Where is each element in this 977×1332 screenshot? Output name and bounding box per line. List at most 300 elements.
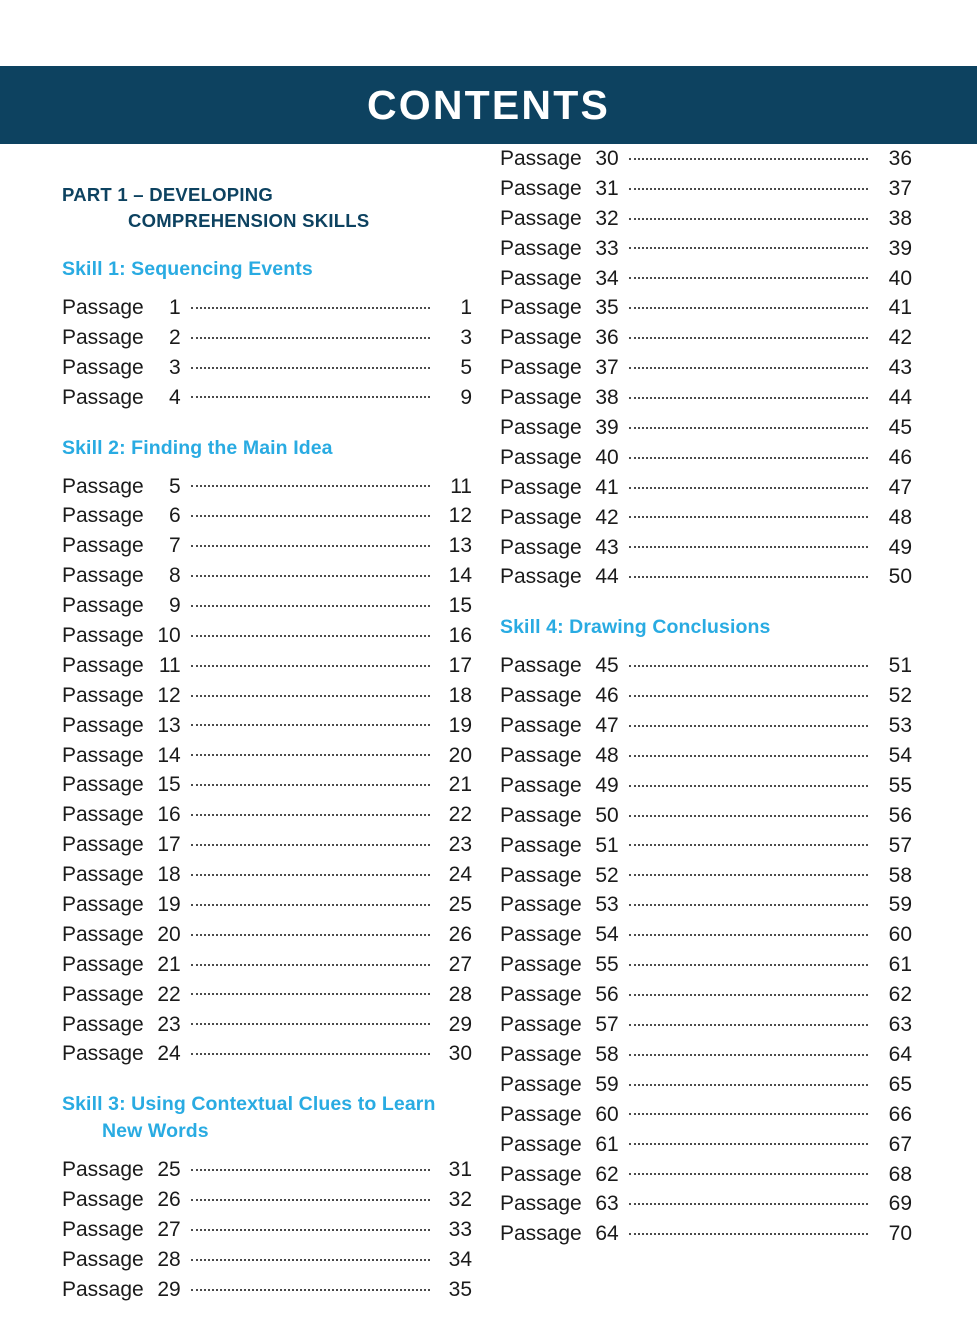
toc-entry[interactable]	[62, 741, 472, 771]
toc-entry[interactable]	[62, 1155, 472, 1185]
toc-entry[interactable]	[62, 830, 472, 860]
toc-page-number: 55	[888, 773, 912, 797]
toc-page-number: 12	[448, 504, 472, 528]
toc-entry[interactable]	[62, 860, 472, 890]
toc-page-number: 16	[448, 624, 472, 648]
toc-entry[interactable]	[500, 1160, 912, 1190]
toc-entry-label: Passage	[500, 923, 582, 947]
toc-dot-leader	[191, 621, 430, 642]
toc-entry-number: 28	[157, 1248, 181, 1272]
toc-entry-number: 52	[595, 863, 619, 887]
toc-entry-label: Passage	[500, 1132, 582, 1156]
toc-page-number: 50	[888, 565, 912, 589]
toc-entry[interactable]	[500, 771, 912, 801]
toc-entry-number: 6	[169, 504, 181, 528]
toc-page-number: 61	[888, 953, 912, 977]
toc-dot-leader	[191, 1245, 430, 1266]
toc-page-number: 53	[888, 714, 912, 738]
toc-entry[interactable]	[500, 174, 912, 204]
toc-entry-label: Passage	[500, 1192, 582, 1216]
toc-entry-number: 4	[169, 385, 181, 409]
toc-entry[interactable]	[500, 681, 912, 711]
toc-entry-number: 61	[595, 1132, 619, 1156]
toc-entry-label: Passage	[62, 952, 144, 976]
toc-entry[interactable]	[500, 1130, 912, 1160]
toc-entry[interactable]	[500, 234, 912, 264]
toc-entry-label: Passage	[500, 386, 582, 410]
toc-entry-number: 38	[595, 386, 619, 410]
toc-entry-number: 3	[169, 355, 181, 379]
toc-entry-number: 40	[595, 445, 619, 469]
toc-page-number: 65	[888, 1072, 912, 1096]
toc-page-number: 22	[448, 803, 472, 827]
toc-dot-leader	[191, 980, 430, 1001]
toc-dot-leader	[191, 1215, 430, 1236]
toc-entry[interactable]	[500, 920, 912, 950]
toc-dot-leader	[191, 383, 430, 404]
toc-entry-number: 54	[595, 923, 619, 947]
toc-entry-number: 18	[157, 863, 181, 887]
toc-dot-leader	[629, 1070, 868, 1091]
toc-dot-leader	[629, 681, 868, 702]
toc-entry[interactable]	[500, 711, 912, 741]
toc-page-number: 48	[888, 505, 912, 529]
toc-entry-label: Passage	[500, 356, 582, 380]
skill-heading-line-2: New Words	[102, 1120, 209, 1143]
toc-entry-label: Passage	[500, 744, 582, 768]
toc-entry-number: 37	[595, 356, 619, 380]
toc-entry-label: Passage	[500, 416, 582, 440]
toc-entry-label: Passage	[500, 1072, 582, 1096]
toc-entry-number: 42	[595, 505, 619, 529]
toc-entry[interactable]	[500, 890, 912, 920]
toc-entry[interactable]	[500, 831, 912, 861]
toc-page-number: 33	[448, 1218, 472, 1242]
toc-dot-leader	[629, 890, 868, 911]
toc-page-number: 14	[448, 564, 472, 588]
toc-entry-number: 20	[157, 922, 181, 946]
toc-entry-label: Passage	[62, 863, 144, 887]
toc-dot-leader	[629, 741, 868, 762]
toc-entry-number: 5	[169, 474, 181, 498]
toc-dot-leader	[191, 591, 430, 612]
toc-dot-leader	[629, 1040, 868, 1061]
toc-dot-leader	[629, 353, 868, 374]
toc-entry-label: Passage	[500, 983, 582, 1007]
toc-entry-label: Passage	[62, 1188, 144, 1212]
toc-dot-leader	[629, 264, 868, 285]
toc-entry-number: 19	[157, 893, 181, 917]
toc-page-number: 1	[460, 296, 472, 319]
skill-heading-line-1: Skill 2: Finding the Main Idea	[62, 436, 333, 459]
toc-dot-leader	[191, 1275, 430, 1296]
left-column-sections	[62, 256, 472, 1305]
toc-entry-label: Passage	[62, 534, 144, 558]
toc-entry-number: 2	[169, 325, 181, 349]
toc-entry[interactable]	[62, 1039, 472, 1069]
toc-entry-number: 21	[157, 952, 181, 976]
toc-entry-label: Passage	[62, 982, 144, 1006]
toc-page-number: 23	[448, 833, 472, 857]
toc-entry-number: 27	[157, 1218, 181, 1242]
skill-heading-line-1: Skill 3: Using Contextual Clues to Learn	[62, 1093, 436, 1116]
toc-dot-leader	[191, 472, 430, 493]
toc-entry-number: 56	[595, 983, 619, 1007]
toc-page-number: 32	[448, 1188, 472, 1212]
toc-entry-label: Passage	[62, 803, 144, 827]
toc-dot-leader	[629, 144, 868, 165]
toc-entry-number: 64	[595, 1222, 619, 1246]
toc-page-number: 28	[448, 982, 472, 1006]
toc-entry[interactable]	[62, 472, 472, 502]
toc-entry[interactable]	[500, 861, 912, 891]
toc-entry-number: 1	[169, 296, 181, 319]
toc-page-number: 17	[448, 653, 472, 677]
part-heading-line-2: COMPREHENSION SKILLS	[128, 210, 370, 231]
right-column-sections	[500, 144, 912, 1249]
toc-entry[interactable]	[500, 144, 912, 174]
toc-entry[interactable]	[500, 323, 912, 353]
toc-dot-leader	[191, 1010, 430, 1031]
contents-body	[0, 144, 977, 1332]
toc-entry-label: Passage	[62, 1012, 144, 1036]
toc-entry[interactable]	[62, 681, 472, 711]
toc-page-number: 42	[888, 326, 912, 350]
toc-entry[interactable]	[500, 562, 912, 592]
toc-entry-label: Passage	[62, 1158, 144, 1182]
toc-entry-number: 12	[157, 683, 181, 707]
toc-page-number: 58	[888, 863, 912, 887]
toc-entry-number: 25	[157, 1158, 181, 1182]
toc-page-number: 46	[888, 445, 912, 469]
toc-entry-label: Passage	[500, 147, 582, 170]
toc-entry[interactable]	[62, 323, 472, 353]
toc-dot-leader	[191, 1185, 430, 1206]
toc-entry-number: 22	[157, 982, 181, 1006]
toc-entry-label: Passage	[62, 922, 144, 946]
toc-page-number: 59	[888, 893, 912, 917]
toc-entry-label: Passage	[62, 1277, 144, 1301]
toc-page-number: 44	[888, 386, 912, 410]
toc-entry-label: Passage	[500, 296, 582, 320]
toc-entry-number: 44	[595, 565, 619, 589]
toc-entry-label: Passage	[62, 325, 144, 349]
toc-entry-list	[62, 293, 472, 413]
toc-entry[interactable]	[62, 501, 472, 531]
toc-entry[interactable]	[500, 980, 912, 1010]
toc-entry-number: 15	[157, 773, 181, 797]
toc-entry-number: 36	[595, 326, 619, 350]
toc-entry-number: 58	[595, 1042, 619, 1066]
toc-entry[interactable]	[500, 264, 912, 294]
toc-dot-leader	[629, 920, 868, 941]
toc-page-number: 63	[888, 1013, 912, 1037]
toc-entry-label: Passage	[62, 833, 144, 857]
toc-page-number: 67	[888, 1132, 912, 1156]
toc-page-number: 30	[448, 1042, 472, 1066]
toc-entry[interactable]	[62, 383, 472, 413]
toc-dot-leader	[191, 561, 430, 582]
toc-entry[interactable]	[62, 1215, 472, 1245]
toc-page-number: 37	[888, 176, 912, 200]
toc-dot-leader	[629, 1100, 868, 1121]
toc-page-number: 45	[888, 416, 912, 440]
toc-entry[interactable]	[500, 383, 912, 413]
toc-entry-number: 55	[595, 953, 619, 977]
toc-entry[interactable]	[500, 1189, 912, 1219]
toc-dot-leader	[191, 920, 430, 941]
toc-dot-leader	[629, 651, 868, 672]
toc-entry[interactable]	[62, 950, 472, 980]
skill-heading	[62, 256, 472, 283]
toc-page-number: 40	[888, 266, 912, 290]
toc-page-number: 47	[888, 475, 912, 499]
part-heading-line-1: PART 1 – DEVELOPING	[62, 184, 274, 205]
skill-heading	[500, 614, 912, 641]
toc-entry[interactable]	[500, 503, 912, 533]
toc-page-number: 25	[448, 893, 472, 917]
toc-dot-leader	[629, 1189, 868, 1210]
toc-entry-label: Passage	[500, 176, 582, 200]
toc-dot-leader	[629, 1130, 868, 1151]
toc-page-number: 51	[888, 654, 912, 678]
toc-entry-label: Passage	[500, 833, 582, 857]
toc-entry-number: 49	[595, 773, 619, 797]
toc-entry[interactable]	[62, 1275, 472, 1305]
toc-entry-label: Passage	[62, 504, 144, 528]
toc-dot-leader	[629, 293, 868, 314]
toc-entry-label: Passage	[62, 296, 144, 319]
toc-dot-leader	[629, 503, 868, 524]
toc-page-number: 35	[448, 1277, 472, 1301]
toc-dot-leader	[191, 770, 430, 791]
toc-entry-label: Passage	[62, 773, 144, 797]
toc-entry[interactable]	[62, 1185, 472, 1215]
toc-entry-number: 35	[595, 296, 619, 320]
toc-dot-leader	[191, 950, 430, 971]
contents-header-band	[0, 66, 977, 144]
toc-entry-label: Passage	[500, 505, 582, 529]
toc-entry[interactable]	[62, 711, 472, 741]
toc-page-number: 38	[888, 206, 912, 230]
toc-entry[interactable]	[500, 353, 912, 383]
toc-entry[interactable]	[62, 531, 472, 561]
toc-page-number: 27	[448, 952, 472, 976]
toc-page-number: 20	[448, 743, 472, 767]
toc-page-number: 24	[448, 863, 472, 887]
toc-entry[interactable]	[500, 651, 912, 681]
toc-entry-number: 26	[157, 1188, 181, 1212]
toc-page-number: 62	[888, 983, 912, 1007]
toc-dot-leader	[191, 800, 430, 821]
toc-entry-number: 41	[595, 475, 619, 499]
toc-entry-number: 31	[595, 176, 619, 200]
toc-dot-leader	[191, 860, 430, 881]
toc-entry[interactable]	[500, 1100, 912, 1130]
toc-page-number: 29	[448, 1012, 472, 1036]
toc-page-number: 13	[448, 534, 472, 558]
toc-dot-leader	[629, 711, 868, 732]
toc-entry[interactable]	[500, 413, 912, 443]
toc-entry[interactable]	[62, 770, 472, 800]
toc-entry-label: Passage	[500, 863, 582, 887]
toc-entry-label: Passage	[500, 236, 582, 260]
toc-entry-list	[500, 651, 912, 1249]
toc-dot-leader	[191, 531, 430, 552]
toc-page-number: 11	[450, 474, 472, 498]
toc-entry-number: 29	[157, 1277, 181, 1301]
toc-entry[interactable]	[62, 561, 472, 591]
toc-entry-label: Passage	[500, 326, 582, 350]
toc-entry-label: Passage	[62, 683, 144, 707]
toc-page-number: 18	[448, 683, 472, 707]
toc-entry-label: Passage	[500, 1013, 582, 1037]
toc-entry-label: Passage	[62, 713, 144, 737]
toc-entry-label: Passage	[62, 355, 144, 379]
toc-entry-list	[62, 1155, 472, 1304]
toc-dot-leader	[191, 830, 430, 851]
toc-entry-number: 32	[595, 206, 619, 230]
toc-page-number: 52	[888, 684, 912, 708]
toc-page-number: 70	[888, 1222, 912, 1246]
toc-dot-leader	[629, 801, 868, 822]
toc-entry-label: Passage	[62, 893, 144, 917]
toc-entry-number: 14	[157, 743, 181, 767]
toc-dot-leader	[629, 443, 868, 464]
toc-entry-label: Passage	[500, 475, 582, 499]
toc-entry-label: Passage	[62, 564, 144, 588]
toc-entry-number: 48	[595, 744, 619, 768]
toc-entry-number: 16	[157, 803, 181, 827]
toc-dot-leader	[191, 741, 430, 762]
toc-entry-label: Passage	[500, 773, 582, 797]
toc-entry[interactable]	[62, 651, 472, 681]
toc-dot-leader	[191, 651, 430, 672]
toc-entry[interactable]	[500, 1040, 912, 1070]
toc-entry-label: Passage	[62, 594, 144, 618]
toc-entry-number: 17	[157, 833, 181, 857]
toc-dot-leader	[191, 501, 430, 522]
toc-dot-leader	[629, 562, 868, 583]
toc-entry[interactable]	[500, 1070, 912, 1100]
toc-dot-leader	[191, 681, 430, 702]
toc-dot-leader	[629, 831, 868, 852]
toc-entry-label: Passage	[500, 714, 582, 738]
toc-page-number: 31	[448, 1158, 472, 1182]
toc-entry-number: 62	[595, 1162, 619, 1186]
skill-heading-line-1: Skill 4: Drawing Conclusions	[500, 616, 771, 639]
toc-entry[interactable]	[500, 533, 912, 563]
part-heading	[62, 182, 472, 234]
toc-page-number: 3	[460, 325, 472, 349]
toc-dot-leader	[629, 1219, 868, 1240]
skill-heading-line-1: Skill 1: Sequencing Events	[62, 258, 313, 280]
page-title: CONTENTS	[366, 81, 611, 128]
toc-entry[interactable]	[500, 443, 912, 473]
toc-entry-number: 53	[595, 893, 619, 917]
toc-page-number: 49	[888, 535, 912, 559]
toc-entry-number: 9	[169, 594, 181, 618]
toc-page-number: 54	[888, 744, 912, 768]
toc-entry-label: Passage	[62, 474, 144, 498]
toc-entry[interactable]	[500, 741, 912, 771]
toc-entry[interactable]	[62, 890, 472, 920]
toc-entry[interactable]	[500, 1010, 912, 1040]
toc-entry-label: Passage	[62, 385, 144, 409]
toc-page-number: 56	[888, 803, 912, 827]
toc-entry-number: 8	[169, 564, 181, 588]
contents-column-right	[500, 144, 912, 1249]
toc-entry[interactable]	[62, 293, 472, 323]
toc-entry-label: Passage	[500, 266, 582, 290]
toc-entry[interactable]	[62, 1245, 472, 1275]
toc-page-number: 19	[448, 713, 472, 737]
toc-page-number: 36	[888, 147, 912, 170]
toc-entry-label: Passage	[62, 743, 144, 767]
toc-entry[interactable]	[62, 591, 472, 621]
toc-entry-label: Passage	[500, 803, 582, 827]
toc-page-number: 43	[888, 356, 912, 380]
toc-entry-label: Passage	[500, 1102, 582, 1126]
toc-dot-leader	[629, 771, 868, 792]
toc-entry[interactable]	[500, 801, 912, 831]
toc-entry-number: 59	[595, 1072, 619, 1096]
toc-entry-label: Passage	[500, 953, 582, 977]
toc-entry-number: 63	[595, 1192, 619, 1216]
toc-dot-leader	[629, 533, 868, 554]
toc-entry-label: Passage	[500, 535, 582, 559]
toc-entry-label: Passage	[62, 1042, 144, 1066]
toc-entry-label: Passage	[62, 653, 144, 677]
toc-entry-number: 43	[595, 535, 619, 559]
toc-entry[interactable]	[62, 1010, 472, 1040]
toc-entry-label: Passage	[500, 445, 582, 469]
toc-entry[interactable]	[62, 621, 472, 651]
toc-entry-number: 11	[158, 653, 181, 677]
toc-dot-leader	[191, 293, 430, 314]
toc-dot-leader	[191, 1039, 430, 1060]
toc-dot-leader	[629, 861, 868, 882]
toc-entry[interactable]	[500, 1219, 912, 1249]
toc-entry-number: 30	[595, 147, 619, 170]
toc-entry-label: Passage	[500, 893, 582, 917]
toc-page-number: 64	[888, 1042, 912, 1066]
toc-page-number: 5	[460, 355, 472, 379]
toc-page-number: 9	[460, 385, 472, 409]
toc-entry[interactable]	[500, 950, 912, 980]
toc-entry[interactable]	[500, 204, 912, 234]
toc-dot-leader	[629, 174, 868, 195]
toc-page-number: 39	[888, 236, 912, 260]
toc-entry-number: 13	[157, 713, 181, 737]
toc-page-number: 26	[448, 922, 472, 946]
toc-entry-number: 60	[595, 1102, 619, 1126]
toc-entry[interactable]	[62, 920, 472, 950]
toc-entry-label: Passage	[500, 565, 582, 589]
toc-dot-leader	[629, 383, 868, 404]
toc-dot-leader	[191, 353, 430, 374]
toc-entry[interactable]	[62, 353, 472, 383]
toc-page-number: 21	[448, 773, 472, 797]
toc-entry-label: Passage	[500, 1162, 582, 1186]
toc-entry[interactable]	[500, 293, 912, 323]
toc-entry[interactable]	[62, 800, 472, 830]
toc-page-number: 41	[888, 296, 912, 320]
toc-page-number: 69	[888, 1192, 912, 1216]
toc-entry[interactable]	[500, 473, 912, 503]
toc-entry-number: 23	[157, 1012, 181, 1036]
toc-entry[interactable]	[62, 980, 472, 1010]
